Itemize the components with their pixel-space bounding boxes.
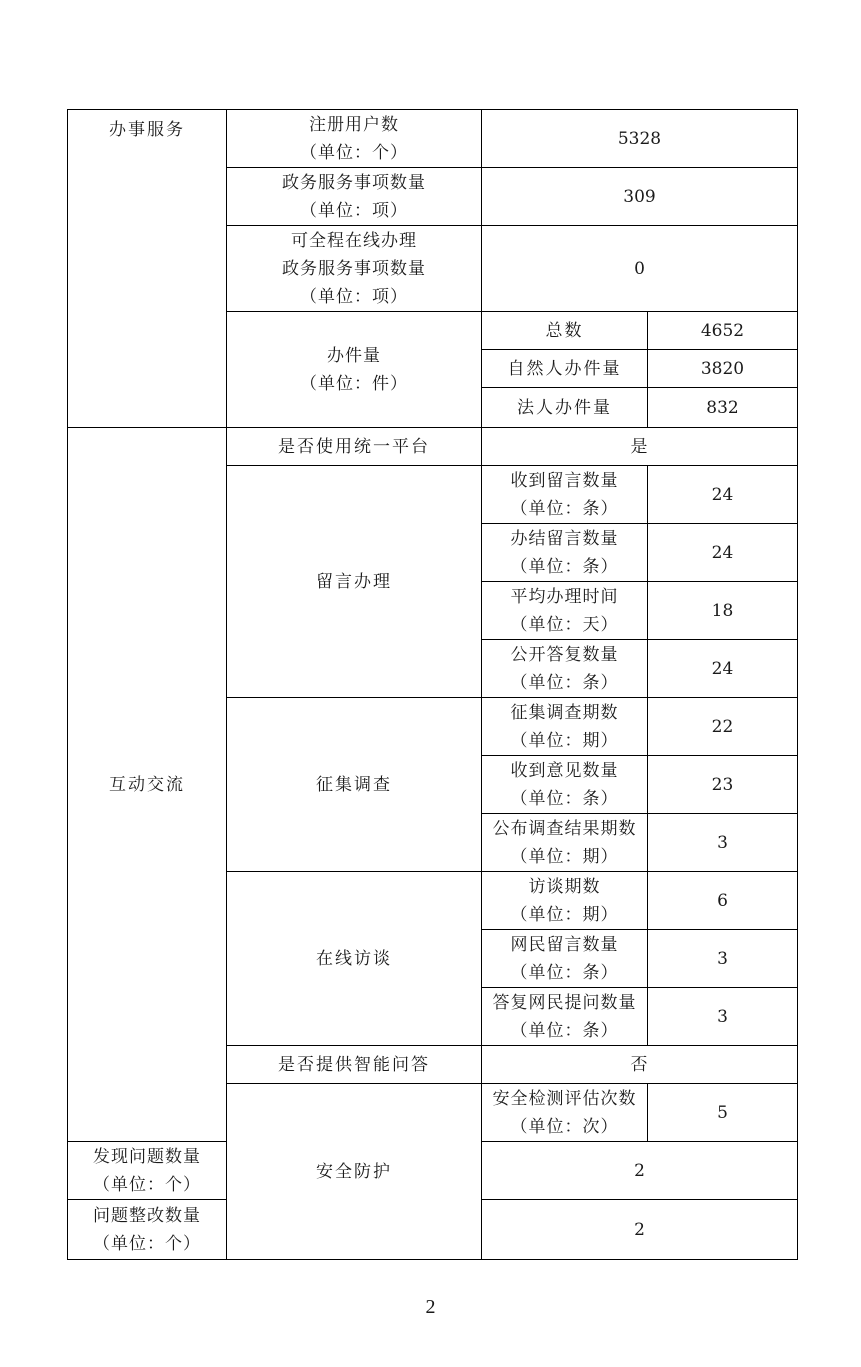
category-interaction: 互动交流 (68, 428, 227, 1142)
public-replies-label: 公开答复数量 （单位：条） (482, 640, 648, 698)
problems-fixed-label: 问题整改数量 （单位：个） (68, 1200, 227, 1260)
netizen-messages-label: 网民留言数量 （单位：条） (482, 930, 648, 988)
average-handling-time-value: 18 (648, 582, 798, 640)
message-handling-group: 留言办理 (227, 466, 482, 698)
public-replies-value: 24 (648, 640, 798, 698)
unified-platform-value: 是 (482, 428, 798, 466)
average-handling-time-label: 平均办理时间 （单位：天） (482, 582, 648, 640)
messages-closed-label: 办结留言数量 （单位：条） (482, 524, 648, 582)
netizen-answers-label: 答复网民提问数量 （单位：条） (482, 988, 648, 1046)
case-legal-value: 832 (648, 388, 798, 428)
case-total-label: 总数 (482, 312, 648, 350)
online-items-label: 可全程在线办理 政务服务事项数量 （单位：项） (227, 226, 482, 312)
messages-received-label: 收到留言数量 （单位：条） (482, 466, 648, 524)
case-volume-label: 办件量 （单位：件） (227, 312, 482, 428)
case-total-value: 4652 (648, 312, 798, 350)
service-items-value: 309 (482, 168, 798, 226)
survey-group: 征集调查 (227, 698, 482, 872)
netizen-messages-value: 3 (648, 930, 798, 988)
case-legal-label: 法人办件量 (482, 388, 648, 428)
smart-qa-label: 是否提供智能问答 (227, 1046, 482, 1084)
interview-periods-label: 访谈期数 （单位：期） (482, 872, 648, 930)
category-security: 安全防护 (227, 1084, 482, 1260)
netizen-answers-value: 3 (648, 988, 798, 1046)
problems-found-value: 2 (482, 1142, 798, 1200)
unified-platform-label: 是否使用统一平台 (227, 428, 482, 466)
survey-results-value: 3 (648, 814, 798, 872)
opinions-received-value: 23 (648, 756, 798, 814)
survey-results-label: 公布调查结果期数 （单位：期） (482, 814, 648, 872)
messages-closed-value: 24 (648, 524, 798, 582)
survey-periods-label: 征集调查期数 （单位：期） (482, 698, 648, 756)
interview-periods-value: 6 (648, 872, 798, 930)
case-natural-label: 自然人办件量 (482, 350, 648, 388)
opinions-received-label: 收到意见数量 （单位：条） (482, 756, 648, 814)
registered-users-label: 注册用户数 （单位：个） (227, 110, 482, 168)
messages-received-value: 24 (648, 466, 798, 524)
page-number: 2 (425, 1296, 436, 1318)
smart-qa-value: 否 (482, 1046, 798, 1084)
problems-fixed-value: 2 (482, 1200, 798, 1260)
online-items-value: 0 (482, 226, 798, 312)
security-evaluations-value: 5 (648, 1084, 798, 1142)
problems-found-label: 发现问题数量 （单位：个） (68, 1142, 227, 1200)
online-interview-group: 在线访谈 (227, 872, 482, 1046)
service-items-label: 政务服务事项数量 （单位：项） (227, 168, 482, 226)
statistics-table (67, 109, 798, 1260)
category-service: 办事服务 (68, 110, 227, 428)
survey-periods-value: 22 (648, 698, 798, 756)
security-evaluations-label: 安全检测评估次数 （单位：次） (482, 1084, 648, 1142)
registered-users-value: 5328 (482, 110, 798, 168)
case-natural-value: 3820 (648, 350, 798, 388)
